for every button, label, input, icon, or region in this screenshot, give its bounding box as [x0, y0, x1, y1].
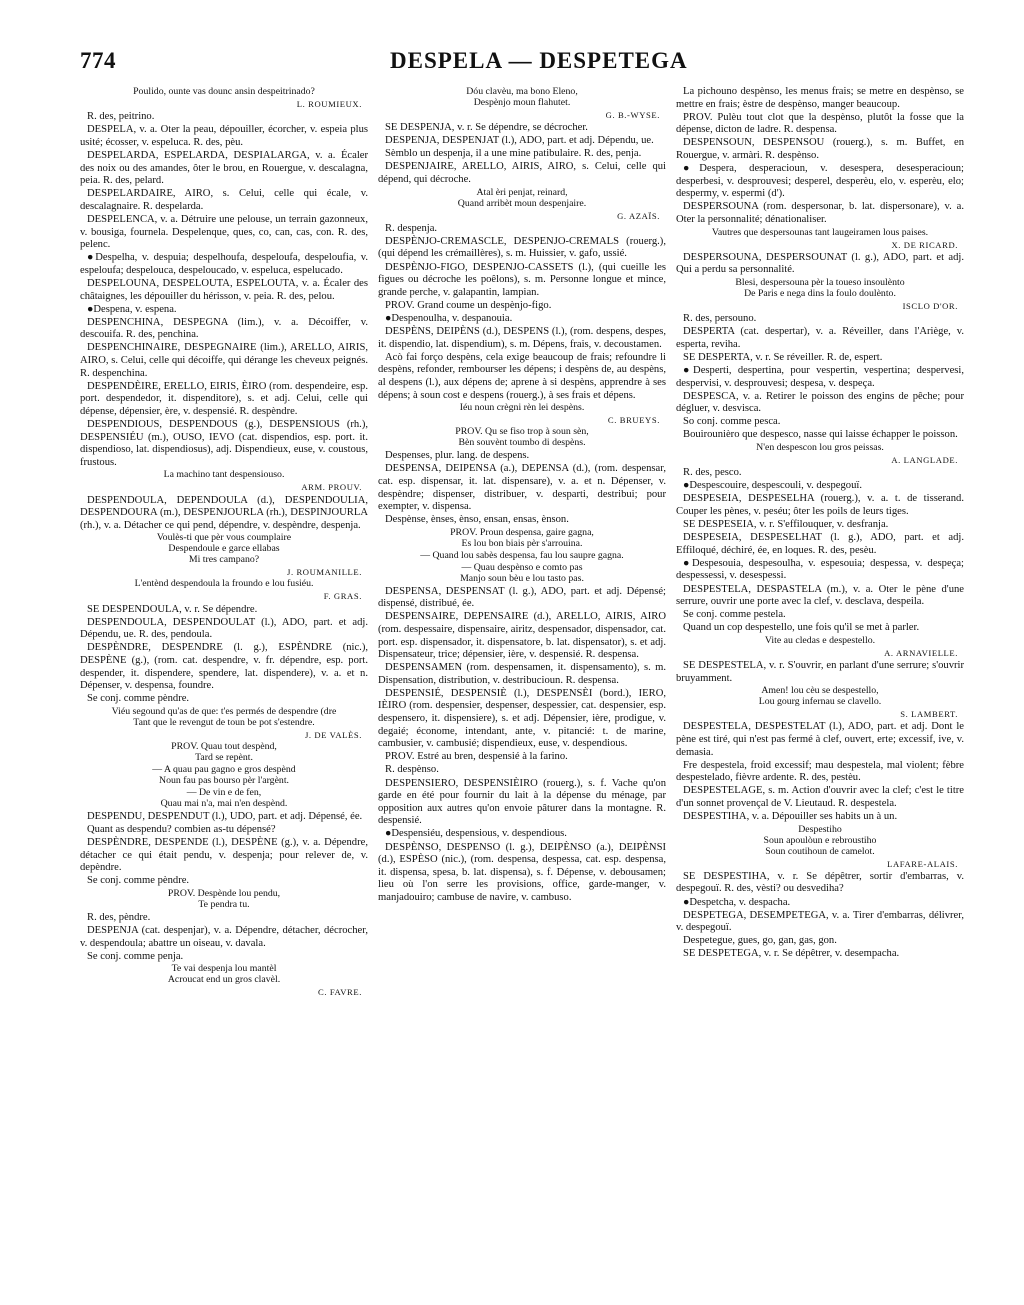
entry-paragraph: La pichouno despènso, les menus frais; se metre en despènso, se mettre en frais; èstre de despènso, manger beaucoup.: [676, 86, 964, 110]
entry-paragraph: Se conj. comme pèndre.: [87, 875, 190, 887]
entry-paragraph: DESPENSA, DEIPENSA (a.), DEPENSA (d.), (rom. despensar, cat. esp. dispensar, it. lat. dispensare), v. a. et n. Dépenser, v. despèndre; dispenser, distribuer, v. desparti, destribui; pour exempter, v. dispensa.: [378, 463, 666, 513]
quotation: Te vai despenja lou mantèl Acroucat end un gros clavèl.: [167, 963, 281, 986]
quotation: — A quau pau gagno e gros despènd Noun fau pas bourso pèr l'argènt.: [152, 763, 296, 786]
entry-paragraph: DESPESEIA, DESPESELHA (rouerg.), v. a. t. de tisserand. Couper les pènes, v. peséu; ôter les poils de leurs tiges.: [676, 493, 964, 517]
entry-paragraph: DESPENSIERO, DESPENSIÈIRO (rouerg.), s. f. Vache qu'on garde en été pour fournir du lait à la dépense du ménage, par opposition aux autres qu'on envoie pâturer dans la montagne. R. despensié.: [378, 777, 666, 827]
entry-paragraph: SE DESPESEIA, v. r. S'effilouquer, v. desfranja.: [683, 519, 889, 531]
entry-paragraph: DESPESTIHA, v. a. Dépouiller ses habits un à un.: [683, 811, 898, 823]
entry-paragraph: ●Desperti, despertina, pour vespertin, vespertina; despervesi, despervisi, v. desprouvesi; despesa, v. despeça.: [676, 364, 964, 389]
entry-paragraph: DESPERSOUNA, DESPERSOUNAT (l. g.), ADO, part. et adj. Qui a perdu sa personnalité.: [676, 251, 964, 276]
entry-paragraph: SE DESPENJA, v. r. Se dépendre, se décrocher.: [385, 122, 588, 134]
entry-paragraph: ●Despetcha, v. despacha.: [683, 896, 791, 908]
entry-paragraph: DESPETEGA, DESEMPETEGA, v. a. Tirer d'embarras, délivrer, v. despegouï.: [676, 909, 964, 934]
entry-paragraph: SE DESPERTA, v. r. Se réveiller. R. de, espert.: [683, 351, 883, 363]
entry-paragraph: SE DESPETEGA, v. r. Se dépêtrer, v. desempacha.: [683, 948, 900, 960]
entry-paragraph: Despetegue, gues, go, gan, gas, gon.: [683, 935, 837, 947]
entry-paragraph: DESPENDOULA, DEPENDOULA (d.), DESPENDOULIA, DESPENDOURA (m.), DESPENJOURLA (rh.), DESPINJOURLA (rh.), v. a. Détacher ce qui pend, dépendre, v. despèndre, despenja.: [80, 494, 368, 531]
entry-paragraph: DESPERTA (cat. despertar), v. a. Réveiller, dans l'Ariège, v. esperta, reviha.: [676, 326, 964, 350]
entry-paragraph: DESPESTELAGE, s. m. Action d'ouvrir avec la clef; c'est le titre d'un sonnet provençal de V. Lieutaud. R. despestela.: [676, 785, 964, 809]
entry-paragraph: ●Despensiéu, despensious, v. despendious.: [385, 828, 567, 840]
entry-paragraph: DESPESCA, v. a. Retirer le poisson des engins de pêche; pour dégluer, v. desvisca.: [676, 390, 964, 415]
entry-paragraph: DESPENCHINAIRE, DESPEGNAIRE (lim.), ARELLO, AIRIS, AIRO, s. Celui, celle qui décoiffe, qui dérange les cheveux peignés. R. despenchina.: [80, 342, 368, 379]
quotation: Amen! lou cèu se despestello, Lou gourg infernau se clavello.: [758, 685, 882, 708]
column-right: [676, 86, 964, 999]
entry-paragraph: So conj. comme pesca.: [683, 416, 781, 428]
quotation: PROV. Qu se fiso trop à soun sèn, Bèn souvènt toumbo di despèns.: [455, 426, 589, 449]
attribution: A. LANGLADE.: [891, 454, 958, 465]
entry-paragraph: Sèmblo un despenja, il a une mine patibulaire. R. des, penja.: [385, 148, 642, 160]
entry-paragraph: DESPELARDA, ESPELARDA, DESPIALARGA, v. a. Écaler des noix ou des amandes, ôter le brou, en Rouergue, v. descalagna, peia. R. des, pelard.: [80, 149, 368, 187]
quotation: Dóu clavèu, ma bono Eleno, Despènjo moun flahutet.: [466, 86, 578, 108]
attribution: ISCLO D'OR.: [902, 300, 958, 311]
page-number: 774: [80, 48, 116, 73]
page-header: [80, 44, 984, 78]
entry-paragraph: DESPESEIA, DESPESELHAT (l. g.), ADO, part. et adj. Effiloqué, déchiré, ée, en loques. R. des, pesèu.: [676, 532, 964, 556]
entry-paragraph: DESPESTELA, DESPESTELAT (l.), ADO, part. et adj. Dont le pène est tiré, qui n'est pas fermé à clef, ouvert, erte; excessif, ive, v. demasia.: [676, 721, 964, 758]
entry-paragraph: SE DESPESTIHA, v. r. Se dépêtrer, sortir d'embarras, v. despegouï. R. des, vèsti? ou desvediha?: [676, 870, 964, 895]
attribution: C. FAVRE.: [317, 987, 362, 998]
entry-paragraph: SE DESPENDOULA, v. r. Se dépendre.: [87, 603, 258, 615]
entry-paragraph: R. despenja.: [385, 222, 438, 234]
entry-paragraph: DESPENSAIRE, DEPENSAIRE (d.), ARELLO, AIRIS, AIRO (rom. despessaire, dispensaire, airitz, despensador, dispensador, cat. port. esp. dispensador, it. dispensatore, b. lat. dispensator), s. et adj. Dispensateur, trice; dépensier, ière, v. despensié. R. despensa.: [378, 611, 666, 661]
entry-paragraph: DESPELENCA, v. a. Détruire une pelouse, un terrain gazonneux, v. bousiga, fournela. Despelenque, ques, co, can, cas, con. R. des, pelenc.: [80, 213, 368, 251]
quotation: — De vin e de fen, Quau mai n'a, mai n'en despènd.: [160, 786, 288, 809]
attribution: C. BRUEYS.: [607, 415, 660, 426]
entry-paragraph: Fre despestela, froid excessif; mau despestela, mal violent; fèbre despestelado, fièvre ardente. R. des, pestèu.: [676, 759, 964, 784]
attribution: J. ROUMANILLE.: [287, 567, 362, 578]
quotation: N'en despescon lou gros peissas.: [756, 442, 884, 453]
entry-paragraph: DESPÈNDRE, DESPENDE (l.), DESPÈNE (g.), v. a. Dépendre, détacher ce qui était pendu, v. despenja; pour relever de, v. depèndre.: [80, 837, 368, 874]
attribution: S. LAMBERT.: [900, 709, 958, 720]
quotation: Vautres que despersounas tant laugeiramen lous paises.: [711, 226, 929, 238]
entry-paragraph: DESPENSAMEN (rom. despensamen, it. dispensamento), s. m. Dispensation, distribution, v. destribucioun. R. despensa.: [378, 662, 666, 686]
entry-paragraph: PROV. Pulèu tout clot que la despènso, plutôt la fosse que la dépense, dicton de ladre. R. despensa.: [676, 111, 964, 136]
entry-paragraph: Bouirounièro que despesco, nasse qui laisse échapper le poisson.: [683, 429, 958, 441]
quotation: PROV. Proun despensa, gaire gagna, Es lou bon biais pèr s'arrouina.: [450, 526, 594, 549]
attribution: J. DE VALÈS.: [304, 729, 362, 740]
quotation: — Quau despènso e comto pas Manjo soun bèu e lou tasto pas.: [460, 561, 584, 584]
attribution: G. AZAÏS.: [617, 210, 660, 221]
entry-paragraph: R. des, pèndre.: [87, 911, 151, 923]
entry-paragraph: ●Despesouia, despesoulha, v. espesouia; despessa, v. despeça; despessessi, v. desespessi.: [676, 557, 964, 582]
attribution: LAFARE-ALAIS.: [887, 858, 958, 869]
entry-paragraph: ●Despena, v. espena.: [87, 303, 177, 315]
entry-paragraph: R. despènso.: [385, 764, 439, 776]
quotation: Despestiho Soun apoulòun e rebroustiho Soun coutihoun de camelot.: [763, 823, 877, 857]
quotation: Iéu noun crègni rèn lei despèns.: [459, 402, 585, 414]
running-head: DESPELA — DESPETEGA: [390, 48, 688, 73]
text-columns: [80, 86, 984, 999]
entry-paragraph: PROV. Estré au bren, despensié à la farino.: [385, 751, 568, 763]
attribution: F. GRAS.: [323, 591, 362, 602]
attribution: L. ROUMIEUX.: [296, 98, 362, 109]
entry-paragraph: DESPENJA, DESPENJAT (l.), ADO, part. et adj. Dépendu, ue.: [385, 135, 654, 147]
quotation: La machino tant despensiouso.: [163, 469, 285, 481]
entry-paragraph: DESPÈNJO-CREMASCLE, DESPENJO-CREMALS (rouerg.), (qui dépend les crémaillères), s. m. Huissier, v. gafo, ussié.: [378, 235, 666, 260]
entry-paragraph: Quant as despendu? combien as-tu dépensé?: [87, 823, 276, 835]
quotation: Atal èri penjat, reinard, Quand arribèt moun despenjaire.: [457, 186, 587, 209]
entry-paragraph: DESPÈNJO-FIGO, DESPENJO-CASSETS (l.), (qui cueille les figues ou décroche les poêlons), s. m. Personne longue et mince, grande perche, v. galapantin, lampian.: [378, 261, 666, 298]
entry-paragraph: DESPENCHINA, DESPEGNA (lim.), v. a. Décoiffer, v. descouifa. R. des, penchina.: [80, 316, 368, 341]
entry-paragraph: Se conj. comme pestela.: [683, 609, 786, 621]
entry-paragraph: R. des, pesco.: [683, 467, 742, 479]
entry-paragraph: DESPENDIOUS, DESPENDOUS (g.), DESPENSIOUS (rh.), DESPENSIÉU (m.), OUSO, IEVO (cat. dispendios, esp. port. it. dispendioso, lat. dispendiosus), adj. Dispendieux, euse, v. coustous, frustous.: [80, 418, 368, 468]
quotation: Vite au cledas e despestello.: [764, 634, 876, 646]
entry-paragraph: DESPENSA, DESPENSAT (l. g.), ADO, part. et adj. Dépensé; dispensé, distribué, ée.: [378, 585, 666, 610]
entry-paragraph: DESPENDÈIRE, ERELLO, EIRIS, ÈIRO (rom. despendeire, esp. port. despendedor, it. dispenditore), s. et adj. Celui, celle qui dépense, dépensier, ère, v. despensié. R. despèndre.: [80, 380, 368, 417]
entry-paragraph: DESPÈNDRE, DESPENDRE (l. g.), ESPÈNDRE (nic.), DESPÈNE (g.), (rom. cat. despendre, v. fr. dépendre, esp. port. despender, it. dispendere, spendere, lat. dispendere), v. a. et n. Dépenser, v. despensa, foundre.: [80, 642, 368, 692]
entry-paragraph: ●Despescouire, despescouli, v. despegouï.: [683, 480, 862, 492]
entry-paragraph: DESPENSOUN, DESPENSOU (rouerg.), s. m. Buffet, en Rouergue, v. armàri. R. despènso.: [676, 137, 964, 161]
entry-paragraph: SE DESPESTELA, v. r. S'ouvrir, en parlant d'une serrure; s'ouvrir bruyamment.: [676, 660, 964, 684]
entry-paragraph: Quand un cop despestello, une fois qu'il se met à parler.: [683, 622, 920, 634]
quotation: PROV. Despènde lou pendu, Te pendra tu.: [167, 887, 281, 910]
attribution: G. B.-WYSE.: [605, 109, 660, 120]
entry-paragraph: DESPERSOUNA (rom. despersonar, b. lat. dispersonare), v. a. Oter la personnalité; dénationaliser.: [676, 201, 964, 225]
quotation: Viéu segound qu'as de que: t'es permés de despendre (dre Tant que le revengut de toun be pot s'estendre.: [111, 705, 337, 728]
entry-paragraph: DESPÈNS, DEIPÈNS (d.), DESPENS (l.), (rom. despens, despes, it. dispendio, lat. dispendium), s. m. Dépens, frais, v. decoustamen.: [378, 326, 666, 350]
quotation: Poulido, ounte vas dounc ansin despeitrinado?: [133, 86, 315, 97]
entry-paragraph: ●Despenoulha, v. despanouia.: [385, 312, 513, 324]
entry-paragraph: PROV. Grand coume un despènjo-figo.: [385, 299, 552, 311]
attribution: A. ARNAVIELLE.: [884, 647, 958, 658]
entry-paragraph: DESPENDU, DESPENDUT (l.), UDO, part. et adj. Dépensé, ée.: [87, 810, 363, 822]
entry-paragraph: Se conj. comme pèndre.: [87, 693, 190, 705]
quotation: L'entènd despendoula la froundo e lou fusiéu.: [134, 578, 314, 590]
entry-paragraph: DESPESTELA, DESPASTELA (m.), v. a. Oter le pène d'une serrure, ouvrir une porte avec la clef, v. desclava, despeila.: [676, 583, 964, 608]
quotation: Voulès-ti que pèr vous coumplaire Despendoule e garce ellabas Mi tres campano?: [156, 532, 292, 566]
entry-paragraph: DESPENSIÉ, DESPENSIÈ (l.), DESPENSÈI (bord.), IERO, IÈIRO (rom. despensier, despenser, despessier, cat. despensier, esp. despensero, it. dispensiere), s. et adj. Dépensier, ière, prodigue, v. degaié; économe, intendant, ante, v. pitancié: t. de marine, cambusier, v. cambusié; dispendieux, euse, v. despendious.: [378, 687, 666, 750]
entry-paragraph: R. des, persouno.: [683, 313, 757, 325]
entry-paragraph: DESPENJAIRE, ARELLO, AIRIS, AIRO, s. Celui, celle qui dépend, qui décroche.: [378, 161, 666, 186]
quotation: — Quand lou sabès despensa, fau lou saupre gagna.: [420, 549, 624, 561]
entry-paragraph: DESPENDOULA, DESPENDOULAT (l.), ADO, part. et adj. Dépendu, ue. R. des, pendoula.: [80, 616, 368, 641]
column-middle: [378, 86, 666, 999]
entry-paragraph: ●Despelha, v. despuia; despelhoufa, despeloufa, despeloufia, v. espeloufa; despelouca, despeloucado, v. espeluca, espelucado.: [80, 252, 368, 276]
entry-paragraph: ●Despera, desperacioun, v. desespera, desesperacioun; desperbesi, v. desprouvesi; desperel, desperèu, elo, v. esperèu, elo; despermy, v. espermi (d').: [676, 163, 964, 200]
attribution: ARM. PROUV.: [301, 482, 362, 493]
attribution: X. DE RICARD.: [891, 239, 958, 250]
quotation: PROV. Quau tout despènd, Tard se repènt.: [171, 741, 277, 763]
entry-paragraph: R. des, peitrino.: [87, 111, 155, 123]
entry-paragraph: Se conj. comme penja.: [87, 950, 184, 962]
entry-paragraph: Acò fai forço despèns, cela exige beaucoup de frais; refoundre li despèns, refonder, rembourser les dépens; i despèns de, au despèns, al despens (l.), aux dépens de; aprene à si despèns, apprendre à ses dépens; à soun cost e despens (rouerg.), à ses frais et dépens.: [378, 351, 666, 401]
quotation: Blesi, despersouna pèr la toueso insoulènto De Paris e nega dins la foulo doulènto.: [735, 276, 905, 299]
entry-paragraph: DESPÈNSO, DESPENSO (l. g.), DEIPÈNSO (a.), DEIPÈNSI (d.), ESPÈSO (nic.), (rom. despensa, despessa, cat. esp. despensa, it. dispensa, spesa, b. lat. dispensa), s. f. Dépense, v. debousamen; lieu où l'on serre les provisions, office, garde-manger, v. manjadouiro; cambuse de navire, v. cambuso.: [378, 841, 666, 903]
entry-paragraph: Despènse, ènses, ènso, ensan, ensas, ènson.: [385, 514, 569, 526]
entry-paragraph: Despenses, plur. lang. de despens.: [385, 450, 530, 462]
entry-paragraph: DESPENJA (cat. despenjar), v. a. Dépendre, détacher, décrocher, v. despendoula; abattre un oiseau, v. davala.: [80, 924, 368, 949]
column-left: [80, 86, 368, 999]
entry-paragraph: DESPELARDAIRE, AIRO, s. Celui, celle qui écale, v. descalagnaire. R. despelarda.: [80, 188, 368, 212]
entry-paragraph: DESPELOUNA, DESPELOUTA, ESPELOUTA, v. a. Écaler des châtaignes, les dépouiller du hérisson, v. peia. R. des, pelou.: [80, 277, 368, 302]
entry-paragraph: DESPELA, v. a. Oter la peau, dépouiller, écorcher, v. espeia plus usité; écosser, v. espeluca. R. des, pèu.: [80, 124, 368, 148]
